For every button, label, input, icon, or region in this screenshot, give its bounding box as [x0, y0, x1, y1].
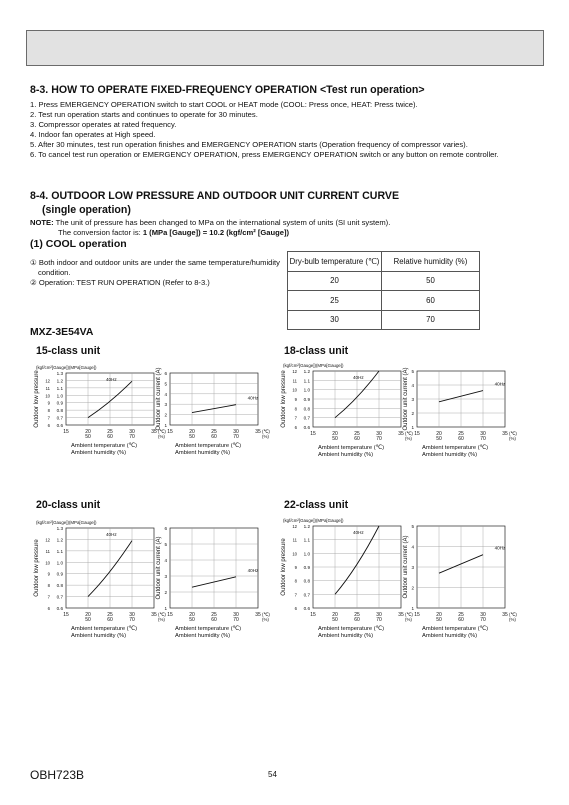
table-cell: 60 [382, 291, 480, 311]
y-axis-label: Outdoor low pressure [34, 539, 40, 597]
y-tick-mpa: 0.6 [56, 423, 63, 428]
series-label-40hz: 40Hz [353, 375, 364, 380]
x-axis-label-temp: Ambient temperature (℃) [175, 443, 242, 449]
x-tick-temp: 25 [354, 431, 360, 437]
series-label-40hz: 40Hz [494, 545, 506, 551]
y-axis-label: Outdoor unit current (A) [403, 535, 409, 599]
y-tick-kgf: 8 [47, 408, 50, 414]
x-unit-temp: (℃) [262, 612, 270, 617]
x-tick-temp: 35 [502, 612, 508, 618]
y-tick-current: 3 [411, 397, 414, 402]
y-tick-mpa: 1.1 [56, 385, 63, 391]
table-cell: 20 [288, 271, 382, 291]
x-tick-humidity: 60 [211, 434, 217, 440]
section-8-4-subtitle: (single operation) [42, 204, 131, 216]
x-tick-temp: 25 [211, 429, 217, 435]
x-tick-temp: 25 [107, 429, 113, 435]
x-unit-humidity: (%) [405, 436, 412, 441]
x-tick-humidity: 60 [354, 436, 360, 442]
x-unit-temp: (℃) [158, 612, 166, 617]
y-tick-kgf: 11 [292, 378, 297, 384]
y-tick-mpa: 1.1 [303, 378, 310, 384]
table-cell: 25 [288, 291, 382, 311]
unit-title-20: 20-class unit [36, 499, 101, 511]
y-tick-kgf: 6 [47, 606, 50, 611]
step-item: 2. Test run operation starts and continues to operate for 30 minutes. [30, 110, 258, 120]
x-tick-temp: 35 [502, 431, 508, 437]
series-label-40hz: 40Hz [353, 530, 364, 535]
y-axis-label: Outdoor low pressure [281, 370, 287, 428]
pressure-units-label: (kgf/cm²[Gauge])(MPa[Gauge]) [36, 365, 97, 370]
x-tick-temp: 20 [436, 612, 442, 618]
y-tick-current: 5 [411, 369, 414, 374]
y-tick-kgf: 6 [294, 425, 297, 430]
y-axis-label: Outdoor unit current (A) [156, 367, 162, 431]
y-tick-mpa: 1.2 [303, 369, 310, 374]
y-tick-mpa: 0.7 [303, 415, 310, 421]
x-tick-temp: 35 [255, 612, 261, 618]
y-tick-mpa: 1.3 [56, 526, 63, 531]
pressure-units-label: (kgf/cm²[Gauge])(MPa[Gauge]) [283, 363, 344, 368]
x-tick-humidity: 70 [233, 434, 239, 440]
x-tick-temp: 25 [107, 612, 113, 618]
x-axis-label-temp: Ambient temperature (℃) [422, 626, 489, 632]
step-item: 4. Indoor fan operates at High speed. [30, 130, 156, 140]
y-tick-current: 1 [164, 423, 167, 428]
page-number: 54 [268, 770, 277, 779]
x-tick-temp: 15 [63, 429, 69, 435]
x-tick-humidity: 50 [436, 617, 442, 623]
y-tick-kgf: 11 [45, 548, 50, 554]
y-tick-kgf: 12 [45, 537, 50, 543]
y-tick-current: 3 [164, 402, 167, 408]
x-axis-label-humidity: Ambient humidity (%) [175, 633, 231, 639]
x-tick-temp: 25 [211, 612, 217, 618]
step-item: 1. Press EMERGENCY OPERATION switch to start COOL or HEAT mode (COOL: Press once, HEAT: Press twice). [30, 100, 418, 109]
y-tick-kgf: 8 [294, 578, 297, 584]
y-tick-mpa: 1.3 [56, 371, 63, 376]
note-text: The unit of pressure has been changed to MPa on the international system of units (SI unit system). [53, 218, 391, 227]
x-tick-humidity: 70 [233, 617, 239, 623]
y-tick-mpa: 1.2 [56, 537, 63, 543]
y-tick-kgf: 7 [294, 415, 297, 421]
x-tick-temp: 30 [233, 429, 239, 435]
x-unit-humidity: (%) [262, 617, 269, 622]
y-tick-current: 4 [164, 391, 167, 397]
condition-item: ① Both indoor and outdoor units are under the same temperature/humidity condition. [30, 258, 280, 278]
x-axis-label-temp: Ambient temperature (℃) [71, 443, 138, 449]
x-tick-humidity: 70 [376, 617, 382, 623]
series-label-40hz: 40Hz [106, 377, 117, 382]
x-tick-humidity: 70 [129, 617, 135, 623]
x-tick-temp: 30 [129, 612, 135, 618]
x-axis-label-humidity: Ambient humidity (%) [422, 452, 478, 458]
x-unit-humidity: (%) [158, 434, 165, 439]
y-tick-mpa: 1.1 [56, 548, 63, 554]
y-tick-kgf: 12 [292, 369, 297, 374]
unit-title-15: 15-class unit [36, 345, 101, 357]
x-unit-humidity: (%) [158, 617, 165, 622]
y-tick-mpa: 0.9 [303, 397, 310, 402]
y-tick-mpa: 1.1 [303, 537, 310, 543]
x-unit-humidity: (%) [405, 617, 412, 622]
y-tick-current: 5 [164, 381, 167, 387]
x-tick-temp: 35 [151, 612, 157, 618]
x-tick-temp: 15 [310, 612, 316, 618]
x-unit-temp: (℃) [405, 612, 413, 617]
y-tick-mpa: 0.7 [56, 594, 63, 600]
x-unit-temp: (℃) [262, 429, 270, 434]
y-tick-kgf: 10 [45, 393, 50, 399]
table-header: Relative humidity (%) [382, 252, 480, 272]
x-tick-temp: 30 [129, 429, 135, 435]
x-unit-temp: (℃) [158, 429, 166, 434]
y-tick-current: 2 [164, 412, 167, 418]
table-cell: 50 [382, 271, 480, 291]
y-tick-kgf: 11 [292, 537, 297, 543]
pressure-units-label: (kgf/cm²[Gauge])(MPa[Gauge]) [283, 518, 344, 523]
y-tick-kgf: 6 [294, 606, 297, 611]
y-tick-current: 2 [164, 590, 167, 595]
y-tick-mpa: 0.8 [303, 406, 310, 412]
x-tick-temp: 25 [354, 612, 360, 618]
y-tick-kgf: 9 [294, 397, 297, 402]
x-tick-humidity: 60 [354, 617, 360, 623]
x-tick-temp: 35 [255, 429, 261, 435]
x-tick-humidity: 50 [85, 617, 91, 623]
y-tick-current: 4 [411, 544, 414, 550]
y-tick-kgf: 7 [47, 415, 50, 421]
y-tick-mpa: 0.8 [56, 583, 63, 589]
x-tick-temp: 20 [189, 429, 195, 435]
x-tick-humidity: 70 [480, 436, 486, 442]
y-tick-mpa: 1.2 [303, 524, 310, 529]
section-8-4-title: 8-4. OUTDOOR LOW PRESSURE AND OUTDOOR UNIT CURRENT CURVE [30, 190, 400, 202]
pressure-units-label: (kgf/cm²[Gauge])(MPa[Gauge]) [36, 520, 97, 525]
y-tick-mpa: 0.6 [303, 425, 310, 430]
x-axis-label-humidity: Ambient humidity (%) [318, 452, 374, 458]
note-label: NOTE: [30, 218, 54, 227]
x-tick-temp: 35 [151, 429, 157, 435]
table-cell: 70 [382, 310, 480, 330]
y-tick-mpa: 0.9 [56, 571, 63, 577]
x-axis-label-temp: Ambient temperature (℃) [422, 445, 489, 451]
x-tick-humidity: 50 [332, 617, 338, 623]
y-tick-mpa: 0.8 [56, 408, 63, 414]
x-tick-temp: 20 [189, 612, 195, 618]
y-tick-mpa: 1.2 [56, 378, 63, 384]
x-axis-label-humidity: Ambient humidity (%) [71, 633, 127, 639]
y-tick-current: 4 [164, 558, 167, 563]
x-tick-temp: 35 [398, 431, 404, 437]
x-axis-label-temp: Ambient temperature (℃) [175, 626, 242, 632]
x-tick-temp: 15 [63, 612, 69, 618]
y-tick-current: 2 [411, 585, 414, 591]
y-tick-kgf: 10 [45, 560, 50, 566]
series-label-40hz: 40Hz [106, 532, 117, 537]
conversion-prefix: The conversion factor is: [58, 228, 143, 237]
x-unit-temp: (℃) [509, 612, 517, 617]
y-axis-label: Outdoor low pressure [281, 538, 287, 596]
y-tick-current: 1 [411, 425, 414, 430]
series-label-40hz: 40Hz [247, 567, 259, 573]
y-tick-mpa: 1.0 [56, 393, 63, 399]
x-tick-temp: 15 [167, 612, 173, 618]
x-tick-temp: 30 [376, 431, 382, 437]
x-axis-label-humidity: Ambient humidity (%) [422, 633, 478, 639]
x-tick-humidity: 50 [189, 617, 195, 623]
x-tick-temp: 20 [85, 612, 91, 618]
x-tick-humidity: 60 [458, 617, 464, 623]
x-tick-humidity: 60 [211, 617, 217, 623]
y-tick-mpa: 0.9 [303, 565, 310, 570]
y-tick-mpa: 1.0 [303, 551, 310, 557]
section-8-3-title: 8-3. HOW TO OPERATE FIXED-FREQUENCY OPERATION <Test run operation> [30, 84, 425, 96]
y-tick-kgf: 12 [292, 524, 297, 529]
x-unit-humidity: (%) [509, 617, 516, 622]
x-tick-temp: 20 [85, 429, 91, 435]
y-tick-current: 3 [411, 565, 414, 570]
x-unit-temp: (℃) [405, 431, 413, 436]
unit-title-22: 22-class unit [284, 499, 349, 511]
y-tick-kgf: 9 [47, 571, 50, 577]
x-tick-temp: 35 [398, 612, 404, 618]
y-tick-mpa: 0.9 [56, 400, 63, 406]
series-label-40hz: 40Hz [247, 395, 259, 401]
x-tick-humidity: 60 [458, 436, 464, 442]
x-axis-label-temp: Ambient temperature (℃) [318, 626, 385, 632]
y-tick-current: 1 [411, 606, 414, 611]
y-tick-kgf: 8 [294, 406, 297, 412]
y-tick-kgf: 11 [45, 385, 50, 391]
y-tick-mpa: 0.7 [56, 415, 63, 421]
y-axis-label: Outdoor unit current (A) [403, 367, 409, 431]
x-unit-temp: (℃) [509, 431, 517, 436]
x-axis-label-humidity: Ambient humidity (%) [71, 450, 127, 456]
x-tick-temp: 15 [310, 431, 316, 437]
x-unit-humidity: (%) [262, 434, 269, 439]
x-tick-humidity: 70 [376, 436, 382, 442]
step-item: 3. Compressor operates at rated frequency. [30, 120, 177, 130]
x-tick-temp: 15 [414, 612, 420, 618]
x-tick-humidity: 50 [85, 434, 91, 440]
x-tick-temp: 20 [332, 612, 338, 618]
y-axis-label: Outdoor unit current (A) [156, 536, 162, 600]
x-tick-humidity: 70 [129, 434, 135, 440]
y-tick-current: 6 [164, 371, 167, 376]
model-name: MXZ-3E54VA [30, 327, 94, 338]
x-tick-humidity: 50 [189, 434, 195, 440]
x-axis-label-humidity: Ambient humidity (%) [318, 633, 374, 639]
y-tick-kgf: 9 [47, 400, 50, 406]
y-tick-kgf: 8 [47, 583, 50, 589]
x-axis-label-humidity: Ambient humidity (%) [175, 450, 231, 456]
condition-item: ② Operation: TEST RUN OPERATION (Refer to 8-3.) [30, 278, 210, 288]
x-tick-temp: 30 [480, 612, 486, 618]
y-tick-current: 3 [164, 574, 167, 579]
y-tick-kgf: 12 [45, 378, 50, 384]
x-tick-temp: 20 [332, 431, 338, 437]
y-tick-current: 6 [164, 526, 167, 531]
x-tick-temp: 15 [414, 431, 420, 437]
x-tick-humidity: 60 [107, 434, 113, 440]
y-tick-kgf: 7 [47, 594, 50, 600]
y-tick-current: 1 [164, 606, 167, 611]
x-tick-temp: 30 [376, 612, 382, 618]
y-tick-kgf: 9 [294, 565, 297, 570]
y-axis-label: Outdoor low pressure [34, 370, 40, 428]
y-tick-mpa: 1.0 [303, 387, 310, 393]
y-tick-kgf: 10 [292, 387, 297, 393]
y-tick-mpa: 0.7 [303, 592, 310, 598]
x-tick-temp: 30 [233, 612, 239, 618]
conversion-value: 1 (MPa [Gauge]) = 10.2 (kgf/cm² [Gauge]) [142, 228, 290, 237]
x-tick-temp: 20 [436, 431, 442, 437]
unit-title-18: 18-class unit [284, 345, 349, 357]
x-unit-humidity: (%) [509, 436, 516, 441]
step-item: 5. After 30 minutes, test run operation finishes and EMERGENCY OPERATION starts (Operation frequency of compressor varies). [30, 140, 468, 150]
y-tick-kgf: 6 [47, 423, 50, 428]
y-tick-mpa: 0.8 [303, 578, 310, 584]
y-tick-mpa: 0.6 [56, 606, 63, 611]
x-tick-temp: 25 [458, 612, 464, 618]
y-tick-kgf: 10 [292, 551, 297, 557]
cool-operation-heading: (1) COOL operation [30, 238, 127, 250]
x-axis-label-temp: Ambient temperature (℃) [318, 445, 385, 451]
step-item: 6. To cancel test run operation or EMERGENCY OPERATION, press EMERGENCY OPERATION switch or any button on remote controller. [30, 150, 499, 160]
y-tick-mpa: 0.6 [303, 606, 310, 611]
table-cell: 30 [288, 310, 382, 330]
x-tick-temp: 25 [458, 431, 464, 437]
document-code: OBH723B [30, 768, 85, 782]
x-tick-humidity: 50 [436, 436, 442, 442]
y-tick-current: 5 [164, 542, 167, 547]
y-tick-current: 2 [411, 411, 414, 416]
x-axis-label-temp: Ambient temperature (℃) [71, 626, 138, 632]
y-tick-kgf: 7 [294, 592, 297, 598]
y-tick-current: 4 [411, 383, 414, 388]
x-tick-humidity: 60 [107, 617, 113, 623]
table-header: Dry-bulb temperature (℃) [288, 252, 382, 272]
y-tick-mpa: 1.0 [56, 560, 63, 566]
x-tick-temp: 15 [167, 429, 173, 435]
y-tick-current: 5 [411, 524, 414, 529]
series-label-40hz: 40Hz [494, 381, 506, 387]
x-tick-temp: 30 [480, 431, 486, 437]
x-tick-humidity: 70 [480, 617, 486, 623]
x-tick-humidity: 50 [332, 436, 338, 442]
